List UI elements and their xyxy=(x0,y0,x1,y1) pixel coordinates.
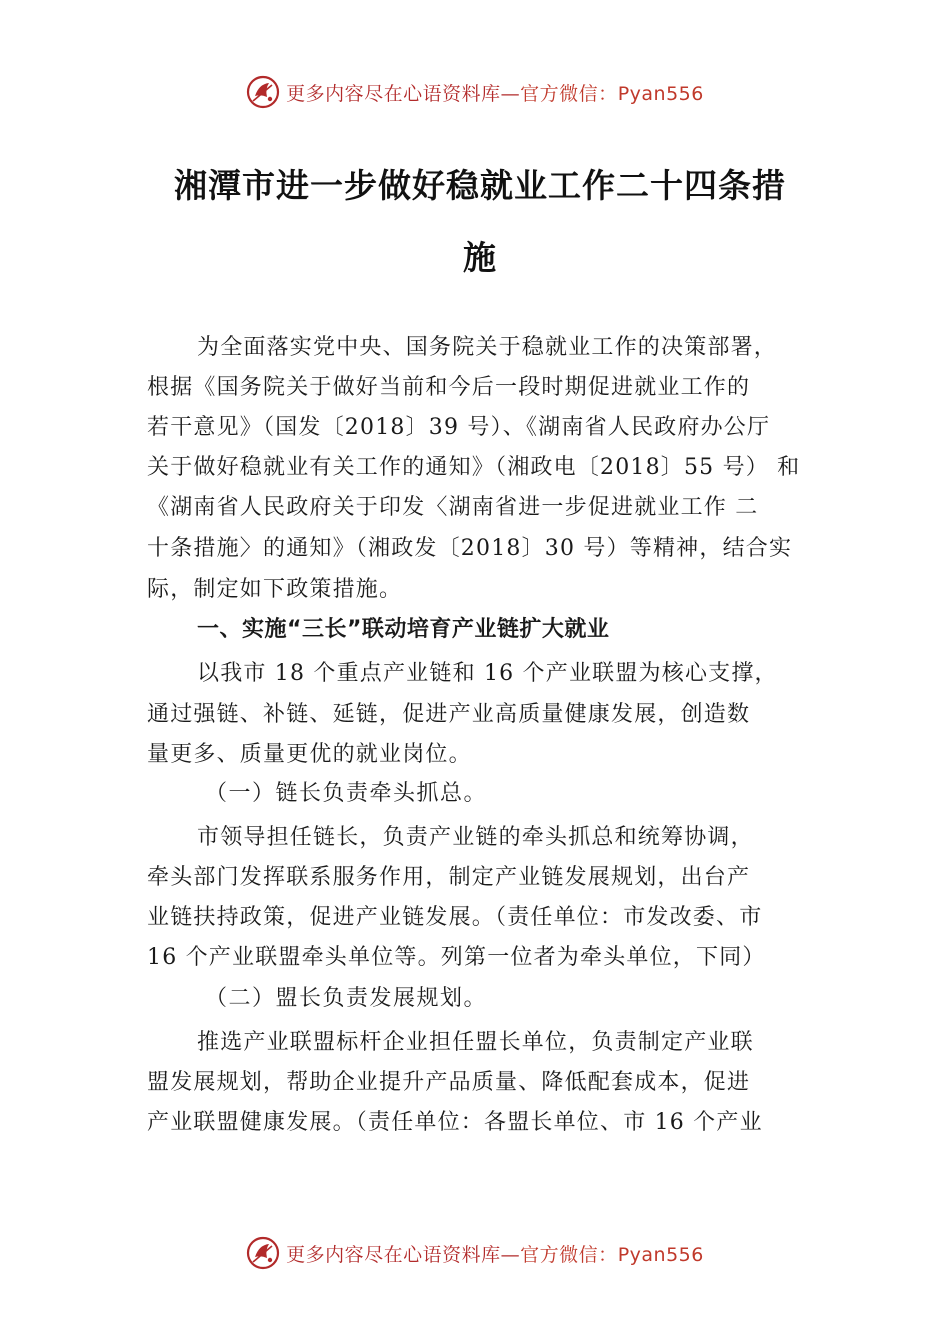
body-line: 根据《国务院关于做好当前和今后一段时期促进就业工作的 xyxy=(147,375,751,400)
body-line: 产业联盟健康发展。（责任单位：各盟长单位、市 16 个产业 xyxy=(147,1110,763,1135)
watermark-separator: — xyxy=(500,82,521,105)
watermark-text xyxy=(286,1240,704,1267)
body-line: 《湖南省人民政府关于印发〈湖南省进一步促进就业工作 二 xyxy=(147,495,759,520)
body-line: 业链扶持政策，促进产业链发展。（责任单位：市发改委、市 xyxy=(147,905,763,930)
body-line: 为全面落实党中央、国务院关于稳就业工作的决策部署， xyxy=(197,335,778,360)
body-line: 市领导担任链长，负责产业链的牵头抓总和统筹协调， xyxy=(197,825,754,850)
watermark-wechat-label: 官方微信： xyxy=(520,82,618,105)
watermark-text xyxy=(286,79,704,106)
footer-watermark xyxy=(0,1233,950,1273)
body-line: 十条措施〉的通知》（湘政发〔2018〕30 号）等精神，结合实 xyxy=(147,536,793,561)
section-heading-1: 一、实施“三长”联动培育产业链扩大就业 xyxy=(197,617,610,642)
watermark-wechat-label: 官方微信： xyxy=(520,1243,618,1266)
watermark-wechat-id: Pyan556 xyxy=(617,82,704,105)
library-logo-icon xyxy=(246,1236,280,1270)
body-line: 际，制定如下政策措施。 xyxy=(147,577,403,602)
body-line: 若干意见》（国发〔2018〕39 号）、《湖南省人民政府办公厅 xyxy=(147,415,771,440)
subsection-heading-2: （二）盟长负责发展规划。 xyxy=(205,986,488,1011)
body-line: 推选产业联盟标杆企业担任盟长单位，负责制定产业联 xyxy=(197,1030,754,1055)
header-watermark xyxy=(0,72,950,112)
body-line: 关于做好稳就业有关工作的通知》（湘政电〔2018〕55 号） 和 xyxy=(147,455,801,480)
library-logo-icon xyxy=(246,75,280,109)
document-title-line-1: 湘潭市进一步做好稳就业工作二十四条措 xyxy=(174,166,786,205)
body-line: 通过强链、补链、延链，促进产业高质量健康发展，创造数 xyxy=(147,702,751,727)
document-title-line-2: 施 xyxy=(463,238,497,277)
body-line: 16 个产业联盟牵头单位等。列第一位者为牵头单位，下同） xyxy=(147,945,766,970)
watermark-library-name: 更多内容尽在心语资料库 xyxy=(286,82,501,105)
body-line: 量更多、质量更优的就业岗位。 xyxy=(147,742,472,767)
body-line: 牵头部门发挥联系服务作用，制定产业链发展规划，出台产 xyxy=(147,865,751,890)
body-line: 以我市 18 个重点产业链和 16 个产业联盟为核心支撑， xyxy=(197,661,778,686)
watermark-wechat-id: Pyan556 xyxy=(617,1243,704,1266)
watermark-library-name: 更多内容尽在心语资料库 xyxy=(286,1243,501,1266)
watermark-separator: — xyxy=(500,1243,521,1266)
subsection-heading-1: （一）链长负责牵头抓总。 xyxy=(205,781,488,806)
body-line: 盟发展规划，帮助企业提升产品质量、降低配套成本，促进 xyxy=(147,1070,751,1095)
